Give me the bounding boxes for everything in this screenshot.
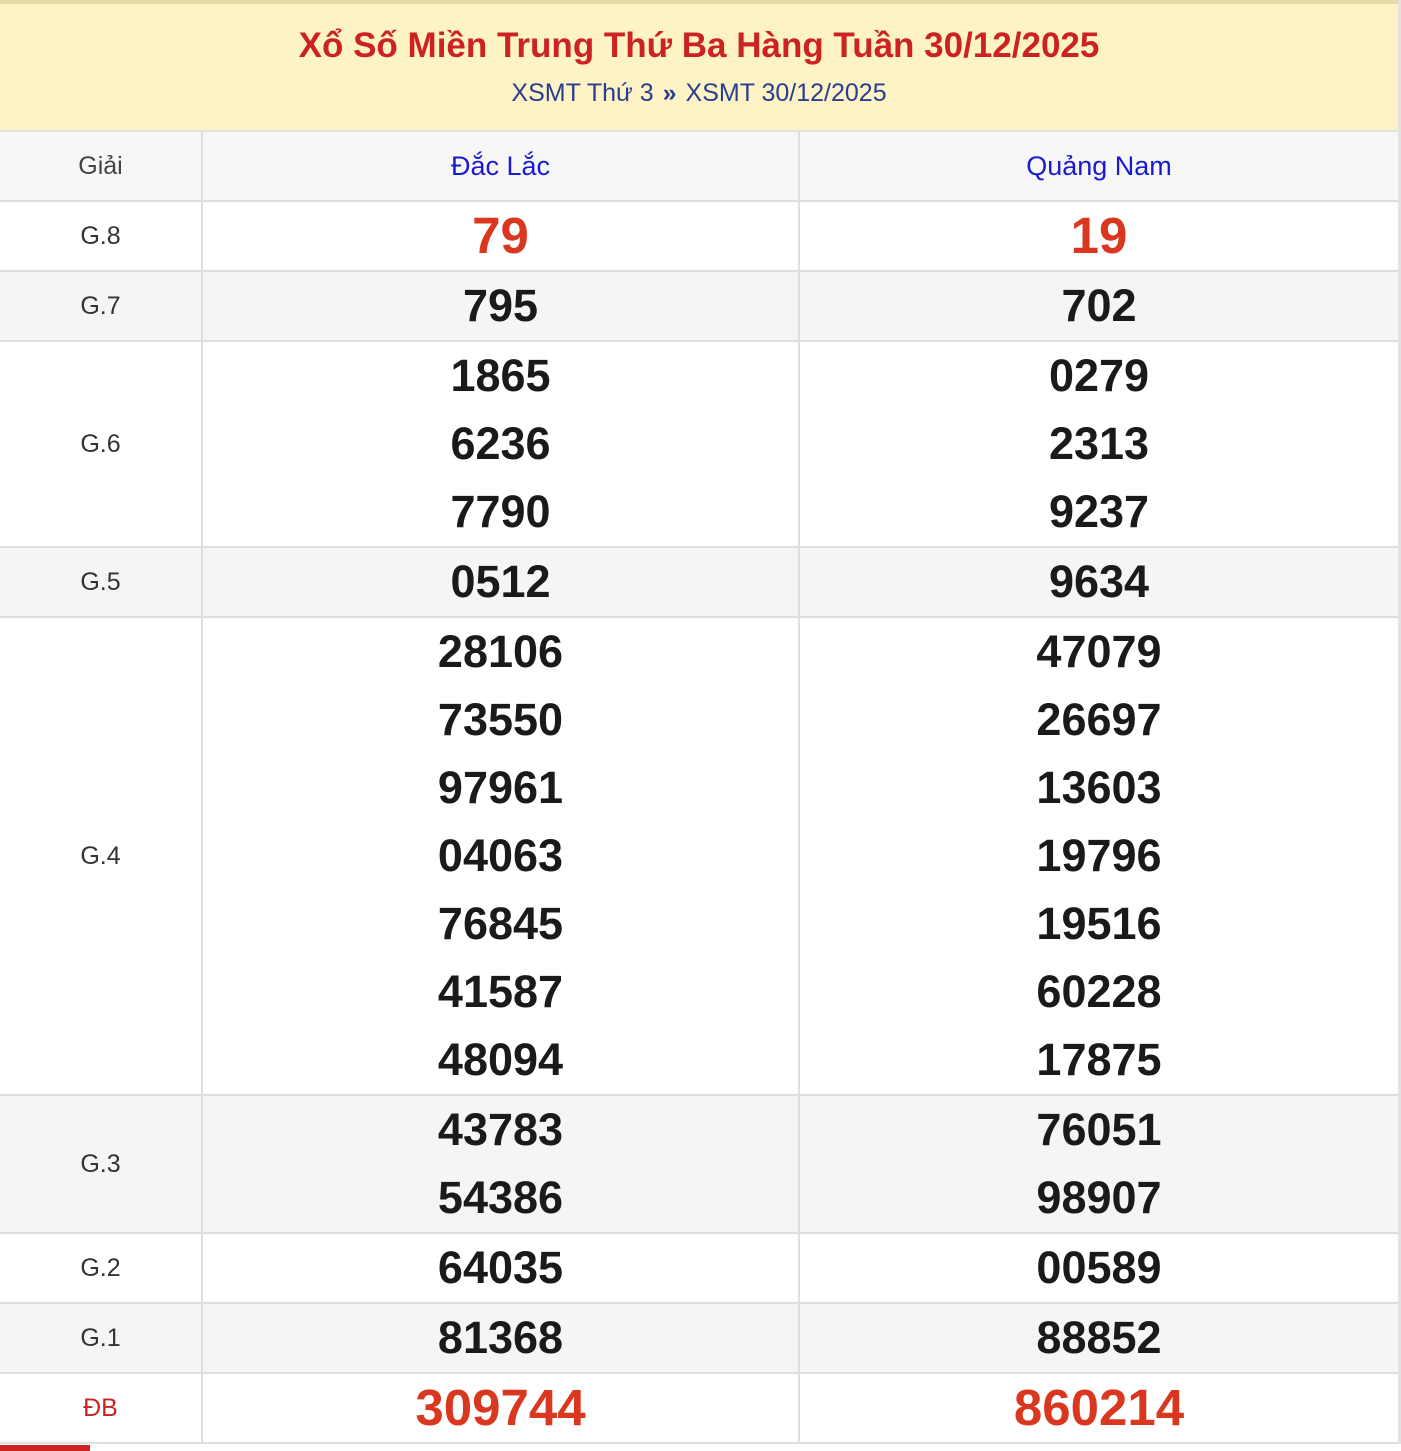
table-row-g2 <box>0 1233 1398 1303</box>
result-cell-quang-nam <box>799 547 1398 617</box>
result-number: 04063 <box>437 830 564 881</box>
table-row-g8 <box>0 201 1398 271</box>
results-table <box>0 132 1398 1444</box>
result-number: 48094 <box>437 1034 564 1085</box>
prize-label: G.7 <box>0 271 202 341</box>
table-row-g4 <box>0 617 1398 1095</box>
prize-label: G.8 <box>0 201 202 271</box>
prize-column-header: Giải <box>0 132 202 201</box>
result-number: 73550 <box>437 694 564 745</box>
prize-label: G.6 <box>0 341 202 547</box>
bottom-accent-bar <box>0 1445 90 1451</box>
result-number: 17875 <box>1036 1034 1162 1085</box>
result-number: 19796 <box>1036 830 1162 881</box>
table-row-g6 <box>0 341 1398 547</box>
result-number: 0279 <box>1048 350 1150 401</box>
breadcrumb-link-xsmt-thu-3[interactable]: XSMT Thứ 3 <box>511 79 654 107</box>
table-header-row <box>0 132 1398 201</box>
result-cell-quang-nam <box>799 341 1398 547</box>
result-number: 41587 <box>437 966 564 1017</box>
result-number: 98907 <box>1036 1172 1162 1223</box>
result-number: 1865 <box>450 350 551 401</box>
breadcrumb-separator: » <box>662 79 677 107</box>
prize-label: G.5 <box>0 547 202 617</box>
breadcrumb-link-xsmt-date[interactable]: XSMT 30/12/2025 <box>685 79 887 107</box>
result-cell-quang-nam <box>799 1303 1398 1373</box>
result-cell-dac-lac <box>202 547 799 617</box>
prize-label: G.1 <box>0 1303 202 1373</box>
special-prize-number: 860214 <box>1013 1379 1185 1436</box>
result-number: 2313 <box>1048 418 1150 469</box>
result-number: 9237 <box>1048 486 1150 537</box>
table-row-g1 <box>0 1303 1398 1373</box>
breadcrumb <box>0 78 1398 108</box>
result-number: 76845 <box>437 898 564 949</box>
result-number: 64035 <box>437 1242 564 1293</box>
result-number: 76051 <box>1036 1104 1162 1155</box>
result-cell-quang-nam <box>799 1095 1398 1233</box>
result-number: 19 <box>1070 207 1128 264</box>
prize-label-special: ĐB <box>0 1373 202 1443</box>
result-number: 97961 <box>437 762 564 813</box>
province-header-dac-lac[interactable]: Đắc Lắc <box>202 132 799 201</box>
result-cell-dac-lac <box>202 341 799 547</box>
result-cell-dac-lac <box>202 1233 799 1303</box>
result-number: 43783 <box>437 1104 564 1155</box>
prize-label: G.4 <box>0 617 202 1095</box>
result-number: 6236 <box>450 418 551 469</box>
prize-label: G.3 <box>0 1095 202 1233</box>
page-title: Xổ Số Miền Trung Thứ Ba Hàng Tuần 30/12/2025 <box>298 26 1100 65</box>
result-number: 88852 <box>1036 1312 1162 1363</box>
result-cell-dac-lac <box>202 1095 799 1233</box>
result-number: 9634 <box>1048 556 1150 607</box>
prize-label: G.2 <box>0 1233 202 1303</box>
result-cell-dac-lac <box>202 201 799 271</box>
result-number: 19516 <box>1036 898 1162 949</box>
result-number: 13603 <box>1036 762 1162 813</box>
table-row-g3 <box>0 1095 1398 1233</box>
table-row-g7 <box>0 271 1398 341</box>
result-number: 00589 <box>1036 1242 1162 1293</box>
result-number: 0512 <box>450 556 551 607</box>
special-prize-number: 309744 <box>415 1379 586 1436</box>
results-header <box>0 0 1398 132</box>
result-number: 26697 <box>1036 694 1162 745</box>
table-row-g5 <box>0 547 1398 617</box>
result-number: 7790 <box>450 486 551 537</box>
result-number: 702 <box>1061 280 1137 331</box>
province-header-quang-nam[interactable]: Quảng Nam <box>799 132 1398 201</box>
result-cell-dac-lac <box>202 1373 799 1443</box>
result-number: 81368 <box>437 1312 564 1363</box>
result-cell-quang-nam <box>799 617 1398 1095</box>
table-row-special <box>0 1373 1398 1443</box>
result-number: 795 <box>462 280 539 331</box>
result-cell-quang-nam <box>799 1233 1398 1303</box>
result-cell-dac-lac <box>202 1303 799 1373</box>
result-number: 60228 <box>1036 966 1162 1017</box>
result-cell-quang-nam <box>799 271 1398 341</box>
result-cell-dac-lac <box>202 617 799 1095</box>
result-number: 79 <box>472 207 529 264</box>
result-number: 54386 <box>437 1172 564 1223</box>
result-number: 28106 <box>437 626 564 677</box>
result-cell-dac-lac <box>202 271 799 341</box>
result-cell-quang-nam <box>799 1373 1398 1443</box>
result-number: 47079 <box>1036 626 1162 677</box>
result-cell-quang-nam <box>799 201 1398 271</box>
